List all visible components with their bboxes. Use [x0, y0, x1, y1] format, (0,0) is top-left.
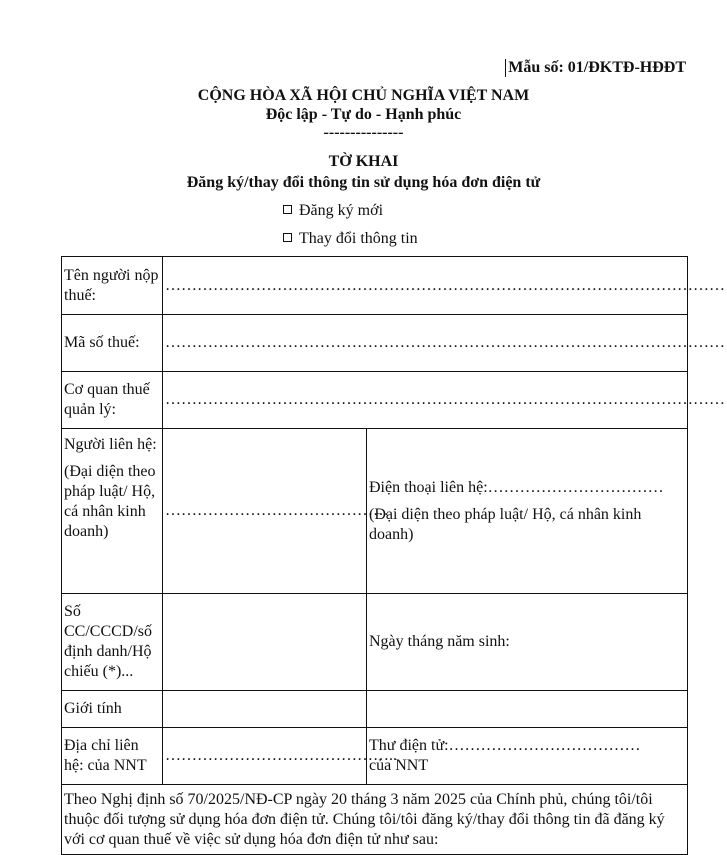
address-label: Địa chỉ liên hệ: của NNT	[62, 728, 163, 785]
table-row	[62, 594, 688, 691]
id-number-field[interactable]	[163, 594, 367, 691]
tax-office-label: Cơ quan thuế quản lý:	[62, 372, 163, 429]
form-subtitle: Đăng ký/thay đổi thông tin sử dụng hóa đơn điện tử	[186, 174, 541, 191]
option-change-label: Thay đổi thông tin	[299, 230, 418, 247]
registration-table	[61, 256, 725, 855]
gender-extra-cell	[367, 691, 688, 728]
taxpayer-name-field[interactable]: ……………………………………………………………………………………………	[163, 257, 688, 315]
table-row	[62, 257, 688, 315]
email-cell[interactable]	[367, 728, 688, 785]
motto: Độc lập - Tự do - Hạnh phúc	[265, 106, 462, 123]
table-row	[62, 691, 688, 728]
form-code: Mẫu số: 01/ĐKTĐ-HĐĐT	[505, 59, 686, 77]
phone-cell[interactable]	[367, 429, 688, 594]
header-separator: ---------------	[323, 124, 404, 141]
contact-label-cell	[62, 429, 163, 594]
form-title: TỜ KHAI	[328, 153, 399, 170]
tax-office-field[interactable]: ……………………………………………………………………………………………	[163, 372, 688, 429]
phone-note: (Đại diện theo pháp luật/ Hộ, cá nhân kinh doanh)	[369, 505, 642, 543]
gender-field[interactable]	[163, 691, 367, 728]
table-row	[62, 429, 688, 594]
table-row	[62, 372, 688, 429]
taxpayer-name-label: Tên người nộp thuế:	[62, 257, 163, 315]
phone-label: Điện thoại liên hệ:……………………………	[369, 478, 664, 496]
address-field[interactable]: ……………………………………..	[163, 728, 367, 785]
checkbox-icon[interactable]	[283, 233, 292, 242]
contact-label: Người liên hệ:	[64, 436, 157, 453]
contact-field[interactable]: ……………………………………	[163, 429, 367, 594]
contact-note: (Đại diện theo pháp luật/ Hộ, cá nhân kinh doanh)	[64, 463, 156, 540]
option-new-registration[interactable]	[283, 202, 383, 220]
declaration-text: Theo Nghị định số 70/2025/NĐ-CP ngày 20 tháng 3 năm 2025 của Chính phủ, chúng tôi/tôi thuộc đối tượng sử dụng hóa đơn điện tử. Chúng tôi/tôi đăng ký/thay đổi thông tin đã đăng ký với cơ quan thuế về việc sử dụng hóa đơn điện tử như sau:	[62, 785, 688, 855]
table-row	[62, 785, 688, 855]
email-label: Thư điện tử:………………………………	[369, 737, 641, 754]
country-name: CỘNG HÒA XÃ HỘI CHỦ NGHĨA VIỆT NAM	[197, 87, 530, 104]
gender-label: Giới tính	[62, 691, 163, 728]
id-number-label: Số CC/CCCD/số định danh/Hộ chiếu (*)...	[62, 594, 163, 691]
option-new-label: Đăng ký mới	[299, 202, 384, 219]
table-row	[62, 315, 688, 372]
tax-code-field[interactable]: ……………………………………………………………………………………………	[163, 315, 688, 372]
table-row	[62, 728, 688, 785]
tax-code-label: Mã số thuế:	[62, 315, 163, 372]
checkbox-icon[interactable]	[283, 205, 292, 214]
dob-field[interactable]: Ngày tháng năm sinh:	[367, 594, 688, 691]
email-suffix: của NNT	[369, 757, 429, 774]
option-change-info[interactable]	[283, 230, 418, 248]
